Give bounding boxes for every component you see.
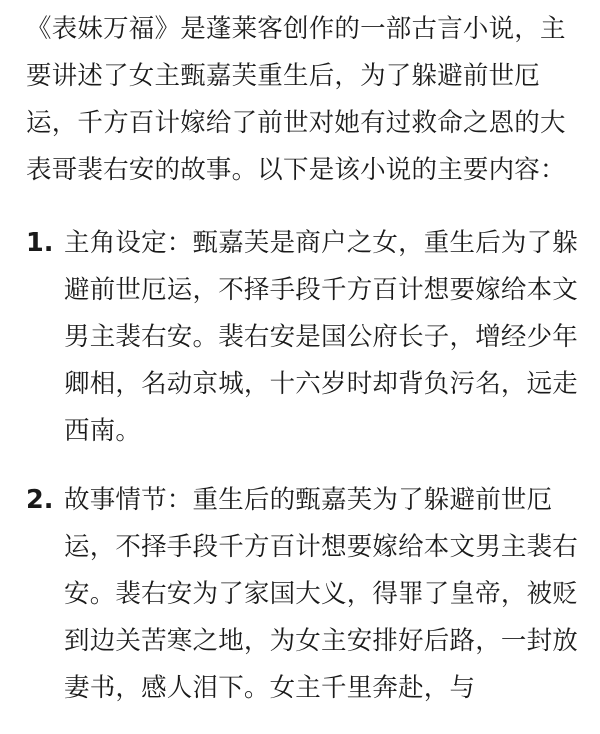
list-item-text: 主角设定：甄嘉芙是商户之女，重生后为了躲避前世厄运，不择手段千方百计想要嫁给本文男主裴右安。裴右安是国公府长子，增经少年卿相，名动京城，十六岁时却背负污名，远走西南。 bbox=[64, 228, 579, 446]
document-body bbox=[26, 6, 586, 734]
list-item-text: 故事情节：重生后的甄嘉芙为了躲避前世厄运，不择手段千方百计想要嫁给本文男主裴右安。裴右安为了家国大义，得罪了皇帝，被贬到边关苦寒之地，为女主安排好后路，一封放妻书，感人泪下。女主千里奔赴，与 bbox=[64, 485, 579, 703]
numbered-list bbox=[26, 220, 586, 712]
list-item-marker: 1. bbox=[26, 228, 54, 258]
list-item bbox=[26, 220, 586, 455]
list-item-marker: 2. bbox=[26, 485, 54, 515]
intro-paragraph: 《表妹万福》是蓬莱客创作的一部古言小说，主要讲述了女主甄嘉芙重生后，为了躲避前世厄运，千方百计嫁给了前世对她有过救命之恩的大表哥裴右安的故事。以下是该小说的主要内容： bbox=[26, 14, 566, 185]
list-item bbox=[26, 477, 586, 712]
